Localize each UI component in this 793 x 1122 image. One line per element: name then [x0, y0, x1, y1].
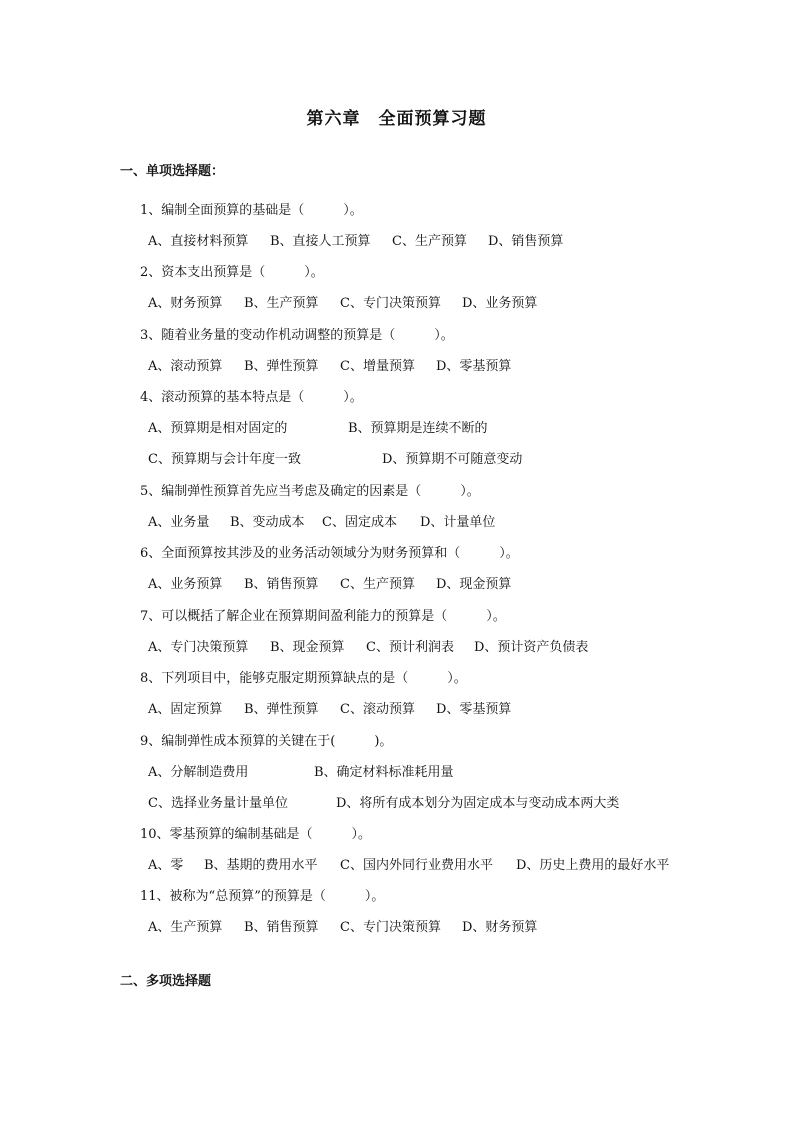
- options-8: [148, 701, 511, 719]
- option: B、预算期是连续不断的: [348, 421, 488, 436]
- option: A、零: [148, 858, 184, 873]
- option: D、现金预算: [436, 577, 512, 592]
- question-4: 4、滚动预算的基本特点是（ ）。: [140, 390, 363, 405]
- options-11: [148, 919, 537, 937]
- option: A、业务预算: [148, 577, 223, 592]
- question-1: 1、编制全面预算的基础是（ ）。: [140, 203, 363, 218]
- option: D、销售预算: [488, 234, 564, 249]
- option: B、基期的费用水平: [204, 858, 318, 873]
- option: B、现金预算: [270, 640, 345, 655]
- page-title: 第六章 全面预算习题: [306, 109, 487, 129]
- options-6: [148, 576, 511, 594]
- option: C、选择业务量计量单位: [148, 796, 288, 811]
- option: B、变动成本: [230, 515, 305, 530]
- option: A、直接材料预算: [148, 234, 249, 249]
- option: B、弹性预算: [244, 359, 319, 374]
- question-10: 10、零基预算的编制基础是（ ）。: [140, 827, 372, 842]
- option: C、专门决策预算: [340, 296, 441, 311]
- section-heading-single-choice: 一、单项选择题：: [120, 164, 225, 179]
- option: C、滚动预算: [340, 702, 415, 717]
- option: D、零基预算: [436, 359, 512, 374]
- option: C、国内外同行业费用水平: [340, 858, 493, 873]
- question-7: 7、可以概括了解企业在预算期间盈利能力的预算是（ ）。: [140, 609, 506, 624]
- option: D、计量单位: [420, 515, 496, 530]
- option: C、预计利润表: [366, 640, 454, 655]
- option: A、财务预算: [148, 296, 223, 311]
- options-1: [148, 233, 563, 251]
- option: D、零基预算: [436, 702, 512, 717]
- option: A、生产预算: [148, 920, 223, 935]
- option: C、生产预算: [392, 234, 467, 249]
- option: C、增量预算: [340, 359, 415, 374]
- option: A、预算期是相对固定的: [148, 421, 288, 436]
- question-3: 3、随着业务量的变动作机动调整的预算是（ ）。: [140, 328, 454, 343]
- option: A、分解制造费用: [148, 765, 249, 780]
- question-6: 6、全面预算按其涉及的业务活动领域分为财务预算和（ ）。: [140, 546, 519, 561]
- option: D、预算期不可随意变动: [382, 452, 523, 467]
- option: B、生产预算: [244, 296, 319, 311]
- options-7: [148, 639, 588, 657]
- question-8: 8、下列项目中，能够克服定期预算缺点的是（ ）。: [140, 671, 467, 686]
- question-5: 5、编制弹性预算首先应当考虑及确定的因素是（ ）。: [140, 484, 480, 499]
- options-9b: [148, 795, 619, 813]
- options-3: [148, 358, 511, 376]
- option: B、销售预算: [244, 920, 319, 935]
- question-2: 2、资本支出预算是（ ）。: [140, 265, 324, 280]
- option: C、固定成本: [322, 515, 397, 530]
- option: D、业务预算: [462, 296, 538, 311]
- option: C、预算期与会计年度一致: [148, 452, 301, 467]
- question-9: 9、编制弹性成本预算的关键在于( )。: [140, 734, 393, 749]
- option: D、将所有成本划分为固定成本与变动成本两大类: [336, 796, 620, 811]
- options-4b: [148, 451, 522, 469]
- options-10: [148, 857, 669, 875]
- options-9a: [148, 764, 454, 782]
- option: B、直接人工预算: [270, 234, 371, 249]
- section-heading-multiple-choice: 二、多项选择题: [120, 974, 212, 989]
- option: D、预计资产负债表: [474, 640, 589, 655]
- question-11: 11、被称为“总预算”的预算是（ ）。: [140, 889, 385, 904]
- option: A、滚动预算: [148, 359, 223, 374]
- options-2: [148, 295, 537, 313]
- options-5: [148, 514, 495, 532]
- option: A、专门决策预算: [148, 640, 249, 655]
- option: B、确定材料标准耗用量: [314, 765, 454, 780]
- option: A、业务量: [148, 515, 210, 530]
- options-4a: [148, 420, 488, 438]
- option: A、固定预算: [148, 702, 223, 717]
- option: C、专门决策预算: [340, 920, 441, 935]
- option: B、弹性预算: [244, 702, 319, 717]
- option: B、销售预算: [244, 577, 319, 592]
- option: D、历史上费用的最好水平: [516, 858, 670, 873]
- option: D、财务预算: [462, 920, 538, 935]
- option: C、生产预算: [340, 577, 415, 592]
